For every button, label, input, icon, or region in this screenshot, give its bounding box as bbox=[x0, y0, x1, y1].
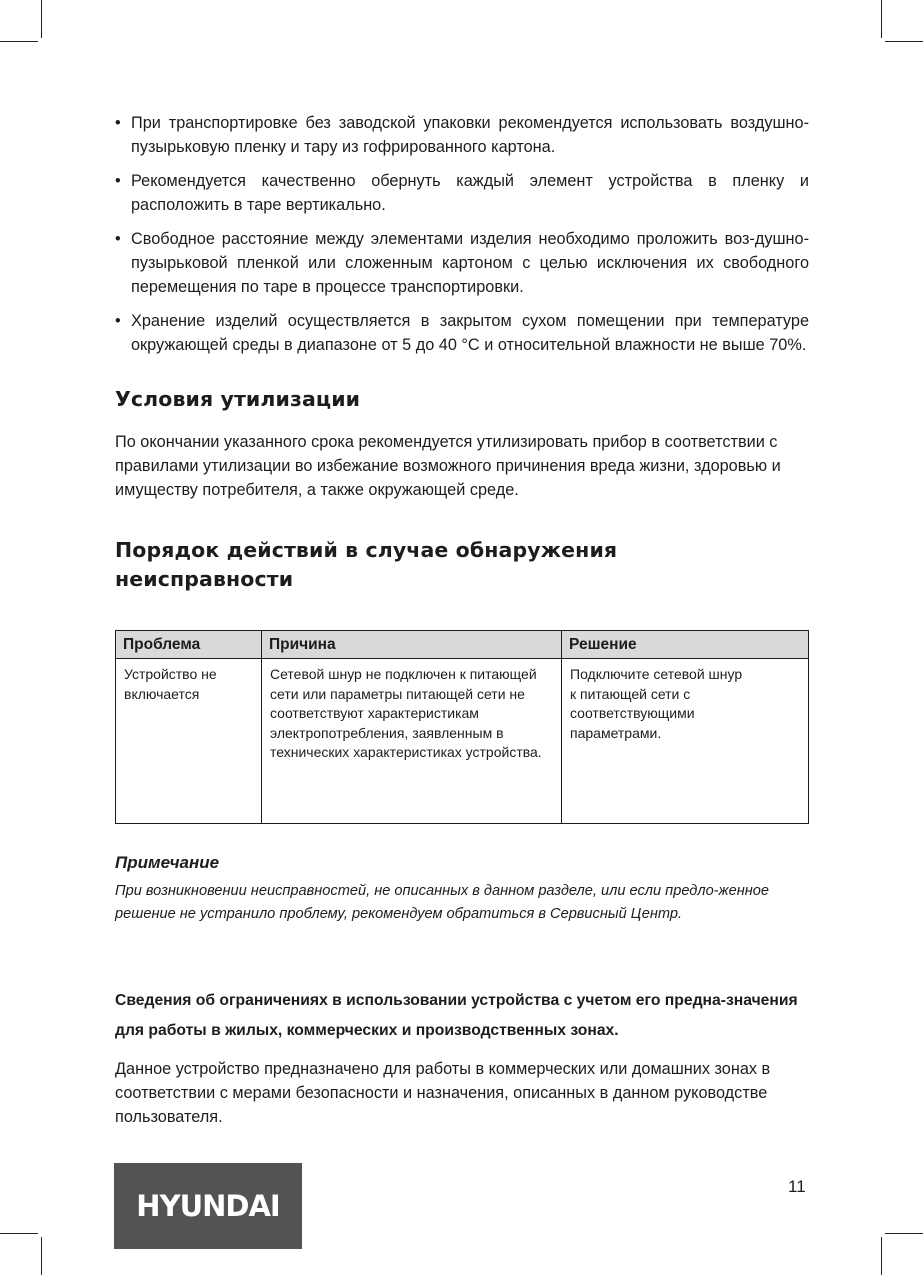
list-item bbox=[115, 309, 809, 357]
list-item bbox=[115, 111, 809, 159]
bullet-text: Рекомендуется качественно обернуть каждый элемент устройства в пленку и расположить в таре вертикально. bbox=[131, 172, 809, 214]
crop-mark bbox=[41, 0, 42, 38]
cell-problem bbox=[116, 659, 262, 824]
bullet-icon: • bbox=[115, 230, 121, 248]
troubleshooting-heading-line2: неисправности bbox=[115, 567, 294, 591]
restrictions-title: Сведения об ограничениях в использовании устройства с учетом его предна-значения для работы в жилых, коммерческих и производственных зонах. bbox=[115, 992, 798, 1039]
column-header-solution: Решение bbox=[562, 631, 809, 659]
bullet-icon: • bbox=[115, 172, 121, 190]
bullet-text: Хранение изделий осуществляется в закрытом сухом помещении при температуре окружающей среды в диапазоне от 5 до 40 °С и относительной влажности не выше 70%. bbox=[131, 312, 809, 354]
crop-mark bbox=[0, 1233, 38, 1234]
cell-cause bbox=[262, 659, 562, 824]
note-title: Примечание bbox=[115, 853, 220, 872]
column-header-problem: Проблема bbox=[116, 631, 262, 659]
troubleshooting-table bbox=[115, 630, 809, 824]
list-item bbox=[115, 169, 809, 217]
bullet-icon: • bbox=[115, 312, 121, 330]
crop-mark bbox=[885, 1233, 923, 1234]
crop-mark bbox=[885, 41, 923, 42]
cell-problem-text: Устройство не включается bbox=[124, 666, 217, 702]
brand-logo-text: HYUNDAI bbox=[136, 1189, 280, 1223]
bullet-icon: • bbox=[115, 114, 121, 132]
cell-solution-text: Подключите сетевой шнур к питающей сети с соответствующими параметрами. bbox=[570, 666, 743, 741]
cell-solution bbox=[562, 659, 809, 824]
crop-mark bbox=[881, 1237, 882, 1275]
note-text: При возникновении неисправностей, не описанных в данном разделе, или если предло-женное решение не устранило проблему, рекомендуем обратиться в Сервисный Центр. bbox=[115, 883, 769, 922]
list-item bbox=[115, 227, 809, 299]
troubleshooting-heading-line1: Порядок действий в случае обнаружения bbox=[115, 538, 618, 562]
storage-bullet-list bbox=[115, 111, 809, 367]
crop-mark bbox=[41, 1237, 42, 1275]
disposal-heading: Условия утилизации bbox=[115, 387, 361, 411]
bullet-text: При транспортировке без заводской упаковки рекомендуется использовать воздушно-пузырьковую пленку и тару из гофрированного картона. bbox=[131, 114, 809, 156]
restrictions-text: Данное устройство предназначено для работы в коммерческих или домашних зонах в соответствии с мерами безопасности и назначения, описанных в данном руководстве пользователя. bbox=[115, 1060, 771, 1126]
table-row bbox=[116, 659, 809, 824]
crop-mark bbox=[881, 0, 882, 38]
disposal-text: По окончании указанного срока рекомендуется утилизировать прибор в соответствии с правилами утилизации во избежание возможного причинения вреда жизни, здоровью и имуществу потребителя, а также окружающей среде. bbox=[115, 433, 781, 499]
page-number: 11 bbox=[788, 1177, 806, 1196]
cell-cause-text: Сетевой шнур не подключен к питающей сети или параметры питающей сети не соответствуют характеристикам электропотребления, заявленным в технических характеристиках устройства. bbox=[270, 666, 542, 760]
troubleshooting-heading bbox=[115, 536, 617, 594]
brand-logo bbox=[114, 1163, 302, 1249]
bullet-text: Свободное расстояние между элементами изделия необходимо проложить воз-душно-пузырьковой пленкой или сложенным картоном с целью исключения их свободного перемещения по таре в процессе транспортировки. bbox=[131, 230, 809, 296]
table-header-row bbox=[116, 631, 809, 659]
column-header-cause: Причина bbox=[262, 631, 562, 659]
crop-mark bbox=[0, 41, 38, 42]
